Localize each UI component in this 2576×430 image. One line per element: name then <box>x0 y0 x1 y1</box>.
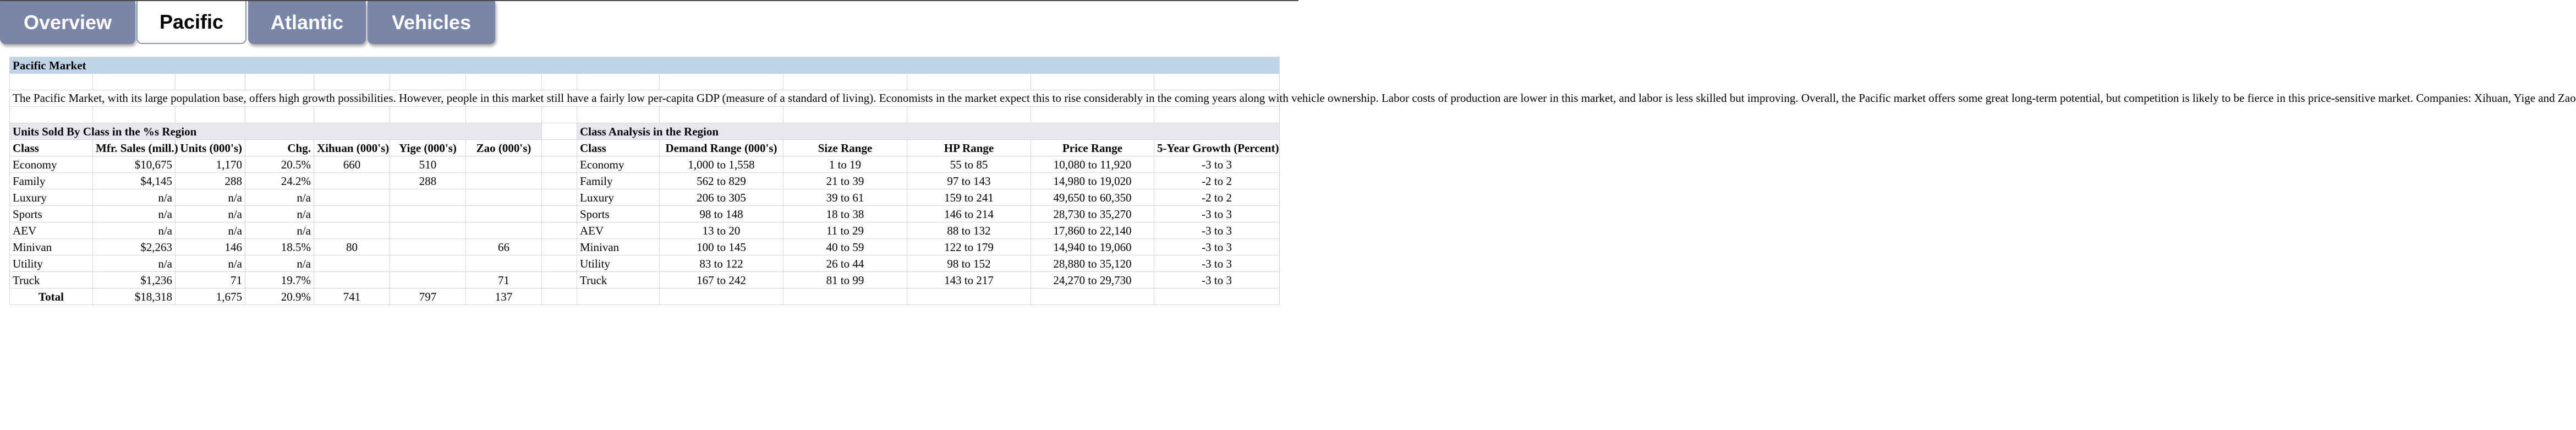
table-cell: 97 to 143 <box>907 173 1031 189</box>
table-cell: 71 <box>466 272 542 289</box>
table-row <box>10 239 1280 255</box>
table-cell: n/a <box>176 189 245 206</box>
col-header: HP Range <box>907 140 1031 156</box>
gap-cell <box>542 255 577 272</box>
table-cell: n/a <box>176 255 245 272</box>
table-cell: n/a <box>93 189 176 206</box>
table-cell: 18.5% <box>245 239 314 255</box>
tab-vehicles[interactable]: Vehicles <box>368 1 495 44</box>
table-cell: 122 to 179 <box>907 239 1031 255</box>
table-cell: 660 <box>314 156 390 173</box>
table-cell: 80 <box>314 239 390 255</box>
table-cell <box>466 206 542 222</box>
table-cell <box>314 255 390 272</box>
table-cell: n/a <box>176 206 245 222</box>
table-cell: 20.5% <box>245 156 314 173</box>
table-cell: 1,675 <box>176 289 245 305</box>
table-cell: -2 to 2 <box>1154 189 1280 206</box>
table-cell: Family <box>577 173 660 189</box>
table-cell: -3 to 3 <box>1154 239 1280 255</box>
table-cell: 1 to 19 <box>783 156 907 173</box>
class-analysis-title: Class Analysis in the Region <box>577 123 1280 140</box>
table-cell <box>466 255 542 272</box>
table-cell: 18 to 38 <box>783 206 907 222</box>
gap-cell <box>542 289 577 305</box>
table-cell: Luxury <box>577 189 660 206</box>
table-cell <box>390 222 466 239</box>
table-cell: Sports <box>577 206 660 222</box>
col-header: Chg. <box>245 140 314 156</box>
table-cell: Economy <box>577 156 660 173</box>
table-cell: 98 to 152 <box>907 255 1031 272</box>
table-cell <box>466 222 542 239</box>
table-cell: 1,000 to 1,558 <box>660 156 783 173</box>
table-cell <box>314 206 390 222</box>
table-cell: 19.7% <box>245 272 314 289</box>
table-cell: 24,270 to 29,730 <box>1031 272 1154 289</box>
table-cell: 288 <box>176 173 245 189</box>
table-cell: Family <box>10 173 93 189</box>
table-cell: 55 to 85 <box>907 156 1031 173</box>
table-cell: 26 to 44 <box>783 255 907 272</box>
table-cell: n/a <box>245 222 314 239</box>
table-cell: 66 <box>466 239 542 255</box>
table-cell: 20.9% <box>245 289 314 305</box>
table-cell: n/a <box>93 206 176 222</box>
table-cell: Minivan <box>577 239 660 255</box>
table-cell: 562 to 829 <box>660 173 783 189</box>
table-cell: 11 to 29 <box>783 222 907 239</box>
table-cell: 146 to 214 <box>907 206 1031 222</box>
table-row <box>10 222 1280 239</box>
table-cell <box>314 272 390 289</box>
table-cell: 510 <box>390 156 466 173</box>
table-cell: AEV <box>10 222 93 239</box>
table-cell: 10,080 to 11,920 <box>1031 156 1154 173</box>
table-cell: 28,880 to 35,120 <box>1031 255 1154 272</box>
table-cell: 21 to 39 <box>783 173 907 189</box>
tab-atlantic[interactable]: Atlantic <box>248 1 366 44</box>
gap-cell <box>542 222 577 239</box>
table-cell: -3 to 3 <box>1154 222 1280 239</box>
table-row <box>10 272 1280 289</box>
table-cell: 100 to 145 <box>660 239 783 255</box>
table-cell <box>660 289 783 305</box>
table-cell: Truck <box>577 272 660 289</box>
table-cell: 741 <box>314 289 390 305</box>
table-cell: 288 <box>390 173 466 189</box>
table-cell: 206 to 305 <box>660 189 783 206</box>
table-cell: 137 <box>466 289 542 305</box>
total-label: Total <box>10 289 93 305</box>
table-cell: n/a <box>245 255 314 272</box>
gap-cell <box>542 123 577 140</box>
table-cell <box>466 189 542 206</box>
market-description: The Pacific Market, with its large population base, offers high growth possibilities. However, people in this market still have a fairly low per-capita GDP (measure of a standard of living). Economists in the market expect this to rise considerably in the coming years along with vehicle ownership. Labor costs of production are lower in this market, and labor is less skilled but improving. Overall, the Pacific market offers some great long-term potential, but competition is likely to be fierce in this price-sensitive market. Companies: Xihuan, Yige and Zao <box>10 90 1280 107</box>
col-header: Zao (000's) <box>466 140 542 156</box>
table-cell: n/a <box>176 222 245 239</box>
table-cell: 13 to 20 <box>660 222 783 239</box>
table-cell: Minivan <box>10 239 93 255</box>
market-title: Pacific Market <box>10 57 1280 74</box>
table-cell: $18,318 <box>93 289 176 305</box>
table-cell: $1,236 <box>93 272 176 289</box>
table-cell: 88 to 132 <box>907 222 1031 239</box>
table-cell <box>314 173 390 189</box>
table-cell: 143 to 217 <box>907 272 1031 289</box>
table-cell: 49,650 to 60,350 <box>1031 189 1154 206</box>
table-cell: 39 to 61 <box>783 189 907 206</box>
header-row <box>10 140 1280 156</box>
table-cell: 14,940 to 19,060 <box>1031 239 1154 255</box>
table-cell: Luxury <box>10 189 93 206</box>
table-cell: 146 <box>176 239 245 255</box>
table-cell: -2 to 2 <box>1154 173 1280 189</box>
tab-overview[interactable]: Overview <box>0 1 135 44</box>
table-row <box>10 206 1280 222</box>
gap-cell <box>542 272 577 289</box>
col-header: Size Range <box>783 140 907 156</box>
table-row <box>10 255 1280 272</box>
table-cell <box>390 272 466 289</box>
table-cell: 14,980 to 19,020 <box>1031 173 1154 189</box>
table-cell <box>577 289 660 305</box>
gap-cell <box>542 173 577 189</box>
col-header: Class <box>10 140 93 156</box>
table-cell: $10,675 <box>93 156 176 173</box>
col-header: Mfr. Sales (mill.) <box>93 140 176 156</box>
table-cell: $4,145 <box>93 173 176 189</box>
gap-cell <box>542 239 577 255</box>
table-cell: 81 to 99 <box>783 272 907 289</box>
table-cell: AEV <box>577 222 660 239</box>
section-title-row <box>10 123 1280 140</box>
table-cell: Truck <box>10 272 93 289</box>
table-cell: $2,263 <box>93 239 176 255</box>
market-description-row <box>10 90 1280 107</box>
table-row <box>10 156 1280 173</box>
table-cell: Utility <box>10 255 93 272</box>
table-cell: Sports <box>10 206 93 222</box>
table-cell: 24.2% <box>245 173 314 189</box>
gap-cell <box>542 156 577 173</box>
tab-pacific[interactable]: Pacific <box>136 1 246 44</box>
table-cell <box>390 206 466 222</box>
table-cell: 167 to 242 <box>660 272 783 289</box>
table-cell: Utility <box>577 255 660 272</box>
gap-cell <box>542 189 577 206</box>
table-cell: -3 to 3 <box>1154 272 1280 289</box>
table-cell: 28,730 to 35,270 <box>1031 206 1154 222</box>
col-header: Demand Range (000's) <box>660 140 783 156</box>
table-cell: n/a <box>245 189 314 206</box>
table-cell <box>1154 289 1280 305</box>
table-cell <box>907 289 1031 305</box>
table-cell: Economy <box>10 156 93 173</box>
table-cell: 797 <box>390 289 466 305</box>
gap-cell <box>542 206 577 222</box>
market-sheet <box>9 57 2576 305</box>
col-header: Price Range <box>1031 140 1154 156</box>
table-cell: -3 to 3 <box>1154 255 1280 272</box>
table-cell <box>390 239 466 255</box>
table-cell: 83 to 122 <box>660 255 783 272</box>
table-cell <box>390 189 466 206</box>
spacer-row <box>10 74 1280 90</box>
table-cell: n/a <box>93 255 176 272</box>
table-cell: n/a <box>245 206 314 222</box>
table-cell <box>466 173 542 189</box>
table-cell: 159 to 241 <box>907 189 1031 206</box>
spacer-row <box>10 107 1280 123</box>
col-header: Xihuan (000's) <box>314 140 390 156</box>
table-cell <box>314 222 390 239</box>
table-cell: 98 to 148 <box>660 206 783 222</box>
table-cell: 40 to 59 <box>783 239 907 255</box>
table-cell <box>390 255 466 272</box>
units-sold-title: Units Sold By Class in the %s Region <box>10 123 542 140</box>
table-cell: -3 to 3 <box>1154 156 1280 173</box>
col-header: Units (000's) <box>176 140 245 156</box>
table-cell: n/a <box>93 222 176 239</box>
table-cell: 1,170 <box>176 156 245 173</box>
table-cell <box>466 156 542 173</box>
table-cell <box>314 189 390 206</box>
gap-cell <box>542 140 577 156</box>
total-row <box>10 289 1280 305</box>
market-title-row <box>10 57 1280 74</box>
table-cell: 71 <box>176 272 245 289</box>
table-row <box>10 189 1280 206</box>
table-cell: -3 to 3 <box>1154 206 1280 222</box>
col-header: Yige (000's) <box>390 140 466 156</box>
table-cell <box>783 289 907 305</box>
table-cell: 17,860 to 22,140 <box>1031 222 1154 239</box>
table-row <box>10 173 1280 189</box>
col-header: Class <box>577 140 660 156</box>
col-header: 5-Year Growth (Percent) <box>1154 140 1280 156</box>
table-cell <box>1031 289 1154 305</box>
